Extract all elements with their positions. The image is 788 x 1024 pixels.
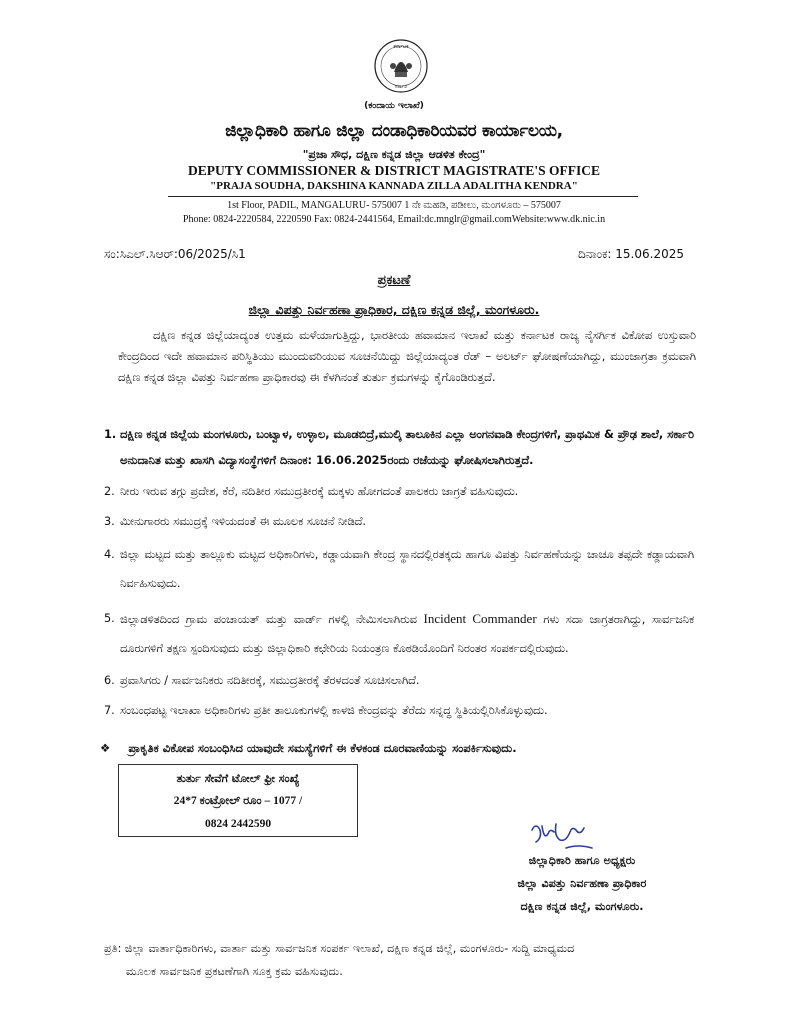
copy-to-line-1: ಪ್ರತಿ: ಜಿಲ್ಲಾ ವಾರ್ತಾಧಿಕಾರಿಗಳು, ವಾರ್ತಾ ಮತ್ತು ಸಾರ್ವಜನಿಕ ಸಂಪರ್ಕ ಇಲಾಖೆ, ದಕ್ಷಿಣ ಕನ್ನಡ ಜಿಲ್ಲೆ, ಮಂಗಳೂರು- ಸುದ್ದಿ ಮಾಧ್ಯಮದ <box>104 942 575 955</box>
helpline-number-2: 0824 2442590 <box>204 818 272 830</box>
item-text: ಪ್ರವಾಸಿಗರು / ಸಾರ್ವಜನಿಕರು ನದಿತೀರಕ್ಕೆ, ಸಮುದ್ರತೀರಕ್ಕೆ ತೆರಳದಂತೆ ಸೂಚಿಸಲಾಗಿದೆ. <box>120 674 420 687</box>
signatory-title: ಜಿಲ್ಲಾಧಿಕಾರಿ ಹಾಗೂ ಅಧ್ಯಕ್ಷರು <box>528 854 636 867</box>
office-subtitle-english: "PRAJA SOUDHA, DAKSHINA KANNADA ZILLA ADALITHA KENDRA" <box>210 180 578 192</box>
authority-line: ಜಿಲ್ಲಾ ವಿಪತ್ತು ನಿರ್ವಹಣಾ ಪ್ರಾಧಿಕಾರ, ದಕ್ಷಿಣ ಕನ್ನಡ ಜಿಲ್ಲೆ, ಮಂಗಳೂರು. <box>248 302 540 317</box>
list-item <box>104 699 694 723</box>
copy-to-line-2: ಮೂಲಕ ಸಾರ್ವಜನಿಕ ಪ್ರಕಟಣೆಗಾಗಿ ಸೂಕ್ತ ಕ್ರಮ ವಹಿಸುವುದು. <box>126 965 343 978</box>
emblem-caption-bottom: ಸರ್ಕಾರ <box>395 84 407 90</box>
incident-commander-term: Incident Commander <box>423 611 537 626</box>
item-number: 5. <box>104 612 115 625</box>
office-name-kannada: ಜಿಲ್ಲಾಧಿಕಾರಿ ಹಾಗೂ ಜಿಲ್ಲಾ ದಂಡಾಧಿಕಾರಿಯವರ ಕಾರ್ಯಾಲಯ, <box>225 121 563 141</box>
diamond-bullet-icon: ❖ <box>100 741 111 755</box>
item-number: 7. <box>104 704 115 717</box>
header-divider <box>168 196 638 197</box>
reference-number: ಸಂ:ಸಿಎಲ್.ಸಿಆರ್:06/2025/ಸಿ1 <box>104 247 246 261</box>
item-text-part-b: ಗಳು ಸದಾ ಜಾಗ್ರತರಾಗಿದ್ದು, ಸಾರ್ವಜನಿಕ ದೂರುಗಳಿಗೆ ತಕ್ಷಣ ಸ್ಪಂದಿಸುವುದು ಮತ್ತು ಜಿಲ್ಲಾಧಿಕಾರಿ ಕಛೇರಿಯ ನಿಯಂತ್ರಣ ಕೊಠಡಿಯೊಂದಿಗೆ ನಿರಂತರ ಸಂಪರ್ಕದಲ್ಲಿರುವುದು. <box>120 613 695 655</box>
item-text: ನೀರು ಇರುವ ತಗ್ಗು ಪ್ರದೇಶ, ಕೆರೆ, ನದಿತೀರ ಸಮುದ್ರತೀರಕ್ಕೆ ಮಕ್ಕಳು ಹೋಗದಂತೆ ಪಾಲಕರು ಜಾಗ್ರತೆ ವಹಿಸುವುದು. <box>120 485 519 498</box>
contact-instruction <box>100 741 517 756</box>
item-text: ಮೀನುಗಾರರು ಸಮುದ್ರಕ್ಕೆ ಇಳಿಯದಂತೆ ಈ ಮೂಲಕ ಸೂಚನೆ ನೀಡಿದೆ. <box>120 515 367 528</box>
item-number: 1. <box>104 428 117 441</box>
notice-title: ಪ್ರಕಟಣೆ <box>377 273 411 288</box>
office-subtitle-kannada: "ಪ್ರಜಾ ಸೌಧ, ದಕ್ಷಿಣ ಕನ್ನಡ ಜಿಲ್ಲಾ ಆಡಳಿತ ಕೇಂದ್ರ" <box>302 148 486 161</box>
office-name-english: DEPUTY COMMISSIONER & DISTRICT MAGISTRATE'S OFFICE <box>188 163 600 178</box>
office-address: 1st Floor, PADIL, MANGALURU- 575007 1 ನೇ ಮಹಡಿ, ಪಡೀಲು, ಮಂಗಳೂರು – 575007 <box>227 200 561 211</box>
item-text-part-a: ಜಿಲ್ಲಾಡಳಿತದಿಂದ ಗ್ರಾಮ ಪಂಚಾಯತ್ ಮತ್ತು ವಾರ್ಡ್ ಗಳಲ್ಲಿ ನೇಮಿಸಲಾಗಿರುವ <box>120 613 417 626</box>
item-text: ಸಂಬಂಧಪಟ್ಟ ಇಲಾಖಾ ಅಧಿಕಾರಿಗಳು ಪ್ರತೀ ತಾಲೂಕುಗಳಲ್ಲಿ ಕಾಳಜಿ ಕೇಂದ್ರವನ್ನು ತೆರೆದು ಸನ್ನದ್ಧ ಸ್ಥಿತಿಯಲ್ಲಿರಿಸಿಕೊಳ್ಳುವುದು. <box>120 704 548 717</box>
list-item <box>104 422 694 474</box>
item-number: 2. <box>104 485 115 498</box>
list-item <box>104 604 694 663</box>
notice-date: ದಿನಾಂಕ: 15.06.2025 <box>578 247 684 261</box>
signatory-location: ದಕ್ಷಿಣ ಕನ್ನಡ ಜಿಲ್ಲೆ, ಮಂಗಳೂರು. <box>520 900 644 913</box>
contact-instruction-text: ಪ್ರಾಕೃತಿಕ ವಿಕೋಪ ಸಂಬಂಧಿಸಿದ ಯಾವುದೇ ಸಮಸ್ಯೆಗಳಿಗೆ ಈ ಕೆಳಕಂಡ ದೂರವಾಣಿಯನ್ನು ಸಂಪರ್ಕಿಸುವುದು. <box>128 741 517 755</box>
list-item <box>104 540 694 598</box>
karnataka-emblem <box>373 38 429 94</box>
list-item <box>104 480 694 504</box>
office-contact: Phone: 0824-2220584, 2220590 Fax: 0824-2441564, Email:dc.mnglr@gmail.comWebsite:www.dk.nic.in <box>182 214 606 225</box>
department-label: (ಕಂದಾಯ ಇಲಾಖೆ) <box>364 101 424 111</box>
list-item <box>104 510 694 534</box>
item-number: 6. <box>104 674 115 687</box>
action-list <box>104 422 694 723</box>
item-text: ದಕ್ಷಿಣ ಕನ್ನಡ ಜಿಲ್ಲೆಯ ಮಂಗಳೂರು, ಬಂಟ್ವಾಳ, ಉಳ್ಳಾಲ, ಮೂಡಬಿದ್ರೆ,ಮುಲ್ಕಿ ತಾಲೂಕಿನ ಎಲ್ಲಾ ಅಂಗನವಾಡಿ ಕೇಂದ್ರಗಳಿಗೆ, ಪ್ರಾಥಮಿಕ & ಪ್ರೌಢ ಶಾಲೆ, ಸರ್ಕಾರಿ ಅನುದಾನಿತ ಮತ್ತು ಖಾಸಗಿ ವಿದ್ಯಾಸಂಸ್ಥೆಗಳಿಗೆ ದಿನಾಂಕ: 16.06.2025ರಂದು ರಜೆಯನ್ನು ಘೋಷಿಸಲಾಗಿರುತ್ತದೆ. <box>120 428 694 467</box>
helpline-title: ತುರ್ತು ಸೇವೆಗೆ ಟೋಲ್ ಫ್ರೀ ಸಂಖ್ಯೆ <box>176 772 300 785</box>
copy-to <box>104 937 694 983</box>
list-item <box>104 669 694 693</box>
helpline-box <box>118 764 358 837</box>
item-number: 3. <box>104 515 115 528</box>
item-text: ಜಿಲ್ಲಾ ಮಟ್ಟದ ಮತ್ತು ತಾಲ್ಲೂಕು ಮಟ್ಟದ ಅಧಿಕಾರಿಗಳು, ಕಡ್ಡಾಯವಾಗಿ ಕೇಂದ್ರ ಸ್ಥಾನದಲ್ಲಿರತಕ್ಕದು ಹಾಗೂ ವಿಪತ್ತು ನಿರ್ವಹಣೆಯನ್ನು ಚಾಚೂ ತಪ್ಪದೇ ಕಡ್ಡಾಯವಾಗಿ ನಿರ್ವಹಿಸುವುದು. <box>120 548 694 590</box>
signatory-authority: ಜಿಲ್ಲಾ ವಿಪತ್ತು ನಿರ್ವಹಣಾ ಪ್ರಾಧಿಕಾರ <box>517 877 647 890</box>
helpline-number-1: 24*7 ಕಂಟ್ರೋಲ್ ರೂಂ – 1077 / <box>173 795 303 807</box>
item-number: 4. <box>104 548 115 561</box>
intro-paragraph: ದಕ್ಷಿಣ ಕನ್ನಡ ಜಿಲ್ಲೆಯಾದ್ಯಂತ ಉತ್ತಮ ಮಳೆಯಾಗುತ್ತಿದ್ದು, ಭಾರತೀಯ ಹವಾಮಾನ ಇಲಾಖೆ ಮತ್ತು ಕರ್ನಾಟಕ ರಾಜ್ಯ ನೈಸರ್ಗಿಕ ವಿಕೋಪ ಉಸ್ತುವಾರಿ ಕೇಂದ್ರದಿಂದ ಇದೇ ಹವಾಮಾನ ಪರಿಸ್ಥಿತಿಯು ಮುಂದುವರಿಯುವ ಸೂಚನೆಯಿದ್ದು ಜಿಲ್ಲೆಯಾದ್ಯಂತ ರೆಡ್ – ಅಲರ್ಟ್ ಘೋಷಣೆಯಾಗಿದ್ದು, ಮುಂಜಾಗ್ರತಾ ಕ್ರಮವಾಗಿ ದಕ್ಷಿಣ ಕನ್ನಡ ಜಿಲ್ಲಾ ವಿಪತ್ತು ನಿರ್ವಹಣಾ ಪ್ರಾಧಿಕಾರವು ಈ ಕೆಳಗಿನಂತೆ ತುರ್ತು ಕ್ರಮಗಳನ್ನು ಕೈಗೊಂಡಿರುತ್ತದೆ. <box>118 329 696 384</box>
emblem-caption-top: ಕರ್ನಾಟಕ <box>393 44 409 50</box>
